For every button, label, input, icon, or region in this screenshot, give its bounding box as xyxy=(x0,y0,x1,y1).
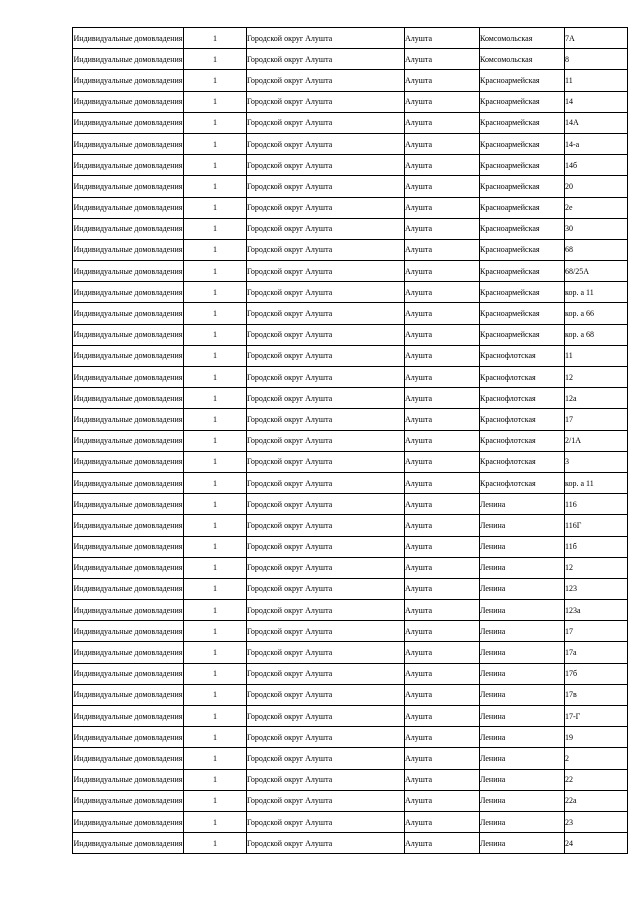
cell-object-type: Индивидуальные домовладения xyxy=(73,790,184,811)
cell-district: Городской округ Алушта xyxy=(247,197,405,218)
table-row xyxy=(73,515,628,536)
cell-object-type: Индивидуальные домовладения xyxy=(73,388,184,409)
cell-city: Алушта xyxy=(405,536,480,557)
cell-house-number: 14А xyxy=(565,112,628,133)
cell-street: Краснофлотская xyxy=(480,345,565,366)
cell-house-number: 2/1А xyxy=(565,430,628,451)
cell-count: 1 xyxy=(184,112,247,133)
cell-district: Городской округ Алушта xyxy=(247,684,405,705)
cell-house-number: 2е xyxy=(565,197,628,218)
cell-city: Алушта xyxy=(405,451,480,472)
cell-city: Алушта xyxy=(405,282,480,303)
cell-count: 1 xyxy=(184,197,247,218)
cell-house-number: кор. а 11 xyxy=(565,472,628,493)
cell-count: 1 xyxy=(184,28,247,49)
cell-house-number: 11б xyxy=(565,536,628,557)
cell-object-type: Индивидуальные домовладения xyxy=(73,684,184,705)
cell-street: Ленина xyxy=(480,811,565,832)
cell-object-type: Индивидуальные домовладения xyxy=(73,303,184,324)
cell-house-number: 123 xyxy=(565,578,628,599)
cell-house-number: 17а xyxy=(565,642,628,663)
cell-street: Краснофлотская xyxy=(480,409,565,430)
cell-count: 1 xyxy=(184,684,247,705)
cell-city: Алушта xyxy=(405,621,480,642)
cell-object-type: Индивидуальные домовладения xyxy=(73,578,184,599)
cell-count: 1 xyxy=(184,472,247,493)
cell-city: Алушта xyxy=(405,494,480,515)
cell-object-type: Индивидуальные домовладения xyxy=(73,112,184,133)
table-row xyxy=(73,642,628,663)
cell-count: 1 xyxy=(184,642,247,663)
cell-district: Городской округ Алушта xyxy=(247,600,405,621)
cell-object-type: Индивидуальные домовладения xyxy=(73,515,184,536)
cell-city: Алушта xyxy=(405,197,480,218)
cell-street: Краснофлотская xyxy=(480,451,565,472)
cell-city: Алушта xyxy=(405,472,480,493)
cell-object-type: Индивидуальные домовладения xyxy=(73,621,184,642)
cell-house-number: 19 xyxy=(565,727,628,748)
cell-street: Красноармейская xyxy=(480,176,565,197)
cell-house-number: кор. а 68 xyxy=(565,324,628,345)
cell-street: Красноармейская xyxy=(480,133,565,154)
cell-object-type: Индивидуальные домовладения xyxy=(73,282,184,303)
cell-district: Городской округ Алушта xyxy=(247,642,405,663)
table-row xyxy=(73,409,628,430)
cell-street: Ленина xyxy=(480,557,565,578)
cell-count: 1 xyxy=(184,345,247,366)
cell-street: Комсомольская xyxy=(480,28,565,49)
cell-house-number: 2 xyxy=(565,748,628,769)
table-row xyxy=(73,600,628,621)
cell-object-type: Индивидуальные домовладения xyxy=(73,472,184,493)
cell-street: Ленина xyxy=(480,790,565,811)
cell-city: Алушта xyxy=(405,642,480,663)
cell-object-type: Индивидуальные домовладения xyxy=(73,261,184,282)
cell-house-number: 14-а xyxy=(565,133,628,154)
cell-object-type: Индивидуальные домовладения xyxy=(73,451,184,472)
cell-count: 1 xyxy=(184,663,247,684)
cell-city: Алушта xyxy=(405,345,480,366)
table-row xyxy=(73,91,628,112)
cell-object-type: Индивидуальные домовладения xyxy=(73,536,184,557)
cell-street: Красноармейская xyxy=(480,91,565,112)
cell-object-type: Индивидуальные домовладения xyxy=(73,345,184,366)
cell-city: Алушта xyxy=(405,727,480,748)
cell-district: Городской округ Алушта xyxy=(247,345,405,366)
cell-object-type: Индивидуальные домовладения xyxy=(73,239,184,260)
cell-street: Красноармейская xyxy=(480,282,565,303)
cell-district: Городской округ Алушта xyxy=(247,472,405,493)
cell-city: Алушта xyxy=(405,769,480,790)
cell-house-number: 14 xyxy=(565,91,628,112)
cell-district: Городской округ Алушта xyxy=(247,515,405,536)
cell-object-type: Индивидуальные домовладения xyxy=(73,706,184,727)
cell-district: Городской округ Алушта xyxy=(247,28,405,49)
cell-street: Ленина xyxy=(480,578,565,599)
table-row xyxy=(73,28,628,49)
cell-object-type: Индивидуальные домовладения xyxy=(73,430,184,451)
cell-city: Алушта xyxy=(405,112,480,133)
cell-object-type: Индивидуальные домовладения xyxy=(73,49,184,70)
table-row xyxy=(73,388,628,409)
cell-street: Ленина xyxy=(480,727,565,748)
cell-house-number: 123а xyxy=(565,600,628,621)
cell-district: Городской округ Алушта xyxy=(247,282,405,303)
table-row xyxy=(73,578,628,599)
cell-count: 1 xyxy=(184,324,247,345)
cell-count: 1 xyxy=(184,494,247,515)
cell-district: Городской округ Алушта xyxy=(247,155,405,176)
table-row xyxy=(73,430,628,451)
cell-object-type: Индивидуальные домовладения xyxy=(73,663,184,684)
cell-house-number: 12 xyxy=(565,557,628,578)
cell-district: Городской округ Алушта xyxy=(247,769,405,790)
cell-object-type: Индивидуальные домовладения xyxy=(73,91,184,112)
cell-city: Алушта xyxy=(405,324,480,345)
table-row xyxy=(73,790,628,811)
cell-street: Ленина xyxy=(480,536,565,557)
cell-count: 1 xyxy=(184,790,247,811)
cell-district: Городской округ Алушта xyxy=(247,112,405,133)
cell-count: 1 xyxy=(184,706,247,727)
cell-street: Ленина xyxy=(480,663,565,684)
cell-district: Городской округ Алушта xyxy=(247,578,405,599)
cell-city: Алушта xyxy=(405,155,480,176)
cell-street: Ленина xyxy=(480,600,565,621)
cell-house-number: 14б xyxy=(565,155,628,176)
table-row xyxy=(73,684,628,705)
cell-street: Ленина xyxy=(480,684,565,705)
cell-street: Краснофлотская xyxy=(480,472,565,493)
cell-count: 1 xyxy=(184,70,247,91)
cell-district: Городской округ Алушта xyxy=(247,49,405,70)
cell-house-number: кор. а 11 xyxy=(565,282,628,303)
cell-object-type: Индивидуальные домовладения xyxy=(73,833,184,854)
cell-count: 1 xyxy=(184,578,247,599)
cell-count: 1 xyxy=(184,769,247,790)
table-row xyxy=(73,155,628,176)
cell-count: 1 xyxy=(184,176,247,197)
cell-house-number: 116Г xyxy=(565,515,628,536)
table-row xyxy=(73,663,628,684)
cell-district: Городской округ Алушта xyxy=(247,833,405,854)
cell-district: Городской округ Алушта xyxy=(247,663,405,684)
table-row xyxy=(73,748,628,769)
cell-house-number: 7А xyxy=(565,28,628,49)
cell-count: 1 xyxy=(184,727,247,748)
cell-district: Городской округ Алушта xyxy=(247,324,405,345)
cell-city: Алушта xyxy=(405,557,480,578)
cell-district: Городской округ Алушта xyxy=(247,430,405,451)
cell-district: Городской округ Алушта xyxy=(247,811,405,832)
cell-house-number: 8 xyxy=(565,49,628,70)
table-row xyxy=(73,769,628,790)
cell-street: Ленина xyxy=(480,642,565,663)
cell-district: Городской округ Алушта xyxy=(247,91,405,112)
cell-district: Городской округ Алушта xyxy=(247,367,405,388)
table-row xyxy=(73,811,628,832)
table-row xyxy=(73,218,628,239)
cell-house-number: 17 xyxy=(565,621,628,642)
cell-count: 1 xyxy=(184,451,247,472)
address-table xyxy=(72,27,628,854)
cell-count: 1 xyxy=(184,133,247,154)
cell-object-type: Индивидуальные домовладения xyxy=(73,727,184,748)
cell-street: Ленина xyxy=(480,706,565,727)
cell-object-type: Индивидуальные домовладения xyxy=(73,155,184,176)
cell-city: Алушта xyxy=(405,748,480,769)
cell-house-number: 12а xyxy=(565,388,628,409)
cell-district: Городской округ Алушта xyxy=(247,388,405,409)
cell-street: Комсомольская xyxy=(480,49,565,70)
cell-count: 1 xyxy=(184,600,247,621)
cell-street: Ленина xyxy=(480,621,565,642)
cell-district: Городской округ Алушта xyxy=(247,727,405,748)
cell-city: Алушта xyxy=(405,303,480,324)
cell-count: 1 xyxy=(184,303,247,324)
cell-city: Алушта xyxy=(405,261,480,282)
cell-district: Городской округ Алушта xyxy=(247,261,405,282)
cell-district: Городской округ Алушта xyxy=(247,748,405,769)
cell-district: Городской округ Алушта xyxy=(247,451,405,472)
cell-city: Алушта xyxy=(405,833,480,854)
cell-city: Алушта xyxy=(405,409,480,430)
cell-street: Красноармейская xyxy=(480,324,565,345)
cell-object-type: Индивидуальные домовладения xyxy=(73,409,184,430)
cell-object-type: Индивидуальные домовладения xyxy=(73,642,184,663)
cell-city: Алушта xyxy=(405,28,480,49)
cell-street: Красноармейская xyxy=(480,70,565,91)
cell-city: Алушта xyxy=(405,600,480,621)
cell-city: Алушта xyxy=(405,663,480,684)
cell-count: 1 xyxy=(184,261,247,282)
cell-object-type: Индивидуальные домовладения xyxy=(73,133,184,154)
cell-object-type: Индивидуальные домовладения xyxy=(73,769,184,790)
cell-house-number: 22а xyxy=(565,790,628,811)
table-row xyxy=(73,324,628,345)
cell-count: 1 xyxy=(184,811,247,832)
cell-house-number: 30 xyxy=(565,218,628,239)
cell-count: 1 xyxy=(184,557,247,578)
cell-street: Красноармейская xyxy=(480,261,565,282)
cell-city: Алушта xyxy=(405,811,480,832)
cell-house-number: 3 xyxy=(565,451,628,472)
table-row xyxy=(73,176,628,197)
cell-object-type: Индивидуальные домовладения xyxy=(73,557,184,578)
cell-city: Алушта xyxy=(405,515,480,536)
cell-house-number: 68/25А xyxy=(565,261,628,282)
cell-house-number: 12 xyxy=(565,367,628,388)
cell-house-number: 20 xyxy=(565,176,628,197)
cell-object-type: Индивидуальные домовладения xyxy=(73,28,184,49)
cell-object-type: Индивидуальные домовладения xyxy=(73,600,184,621)
cell-house-number: 11 xyxy=(565,70,628,91)
cell-district: Городской округ Алушта xyxy=(247,706,405,727)
cell-object-type: Индивидуальные домовладения xyxy=(73,811,184,832)
table-row xyxy=(73,472,628,493)
cell-city: Алушта xyxy=(405,218,480,239)
cell-district: Городской округ Алушта xyxy=(247,621,405,642)
table-row xyxy=(73,133,628,154)
cell-count: 1 xyxy=(184,515,247,536)
cell-count: 1 xyxy=(184,91,247,112)
cell-street: Ленина xyxy=(480,833,565,854)
cell-object-type: Индивидуальные домовладения xyxy=(73,367,184,388)
cell-district: Городской округ Алушта xyxy=(247,239,405,260)
cell-count: 1 xyxy=(184,621,247,642)
cell-street: Краснофлотская xyxy=(480,430,565,451)
cell-street: Ленина xyxy=(480,748,565,769)
cell-street: Красноармейская xyxy=(480,303,565,324)
table-row xyxy=(73,536,628,557)
table-row xyxy=(73,303,628,324)
cell-district: Городской округ Алушта xyxy=(247,176,405,197)
cell-count: 1 xyxy=(184,748,247,769)
cell-object-type: Индивидуальные домовладения xyxy=(73,197,184,218)
cell-house-number: кор. а 66 xyxy=(565,303,628,324)
cell-object-type: Индивидуальные домовладения xyxy=(73,494,184,515)
cell-district: Городской округ Алушта xyxy=(247,409,405,430)
cell-city: Алушта xyxy=(405,70,480,91)
cell-count: 1 xyxy=(184,239,247,260)
cell-street: Красноармейская xyxy=(480,197,565,218)
cell-district: Городской округ Алушта xyxy=(247,790,405,811)
cell-count: 1 xyxy=(184,409,247,430)
cell-city: Алушта xyxy=(405,684,480,705)
table-row xyxy=(73,239,628,260)
cell-district: Городской округ Алушта xyxy=(247,133,405,154)
cell-street: Ленина xyxy=(480,494,565,515)
cell-city: Алушта xyxy=(405,367,480,388)
cell-object-type: Индивидуальные домовладения xyxy=(73,176,184,197)
table-row xyxy=(73,706,628,727)
cell-district: Городской округ Алушта xyxy=(247,218,405,239)
cell-city: Алушта xyxy=(405,176,480,197)
cell-house-number: 17-Г xyxy=(565,706,628,727)
cell-district: Городской округ Алушта xyxy=(247,494,405,515)
cell-city: Алушта xyxy=(405,239,480,260)
cell-house-number: 68 xyxy=(565,239,628,260)
table-row xyxy=(73,494,628,515)
cell-street: Ленина xyxy=(480,769,565,790)
table-row xyxy=(73,833,628,854)
table-row xyxy=(73,197,628,218)
cell-object-type: Индивидуальные домовладения xyxy=(73,748,184,769)
cell-object-type: Индивидуальные домовладения xyxy=(73,324,184,345)
table-row xyxy=(73,367,628,388)
cell-house-number: 11 xyxy=(565,345,628,366)
cell-city: Алушта xyxy=(405,578,480,599)
cell-count: 1 xyxy=(184,833,247,854)
cell-district: Городской округ Алушта xyxy=(247,536,405,557)
cell-district: Городской округ Алушта xyxy=(247,303,405,324)
cell-district: Городской округ Алушта xyxy=(247,557,405,578)
cell-street: Краснофлотская xyxy=(480,367,565,388)
cell-house-number: 17 xyxy=(565,409,628,430)
cell-object-type: Индивидуальные домовладения xyxy=(73,218,184,239)
cell-count: 1 xyxy=(184,388,247,409)
table-row xyxy=(73,49,628,70)
cell-street: Ленина xyxy=(480,515,565,536)
table-body xyxy=(73,28,628,854)
cell-count: 1 xyxy=(184,430,247,451)
cell-object-type: Индивидуальные домовладения xyxy=(73,70,184,91)
table-row xyxy=(73,451,628,472)
cell-city: Алушта xyxy=(405,790,480,811)
cell-house-number: 17в xyxy=(565,684,628,705)
cell-city: Алушта xyxy=(405,91,480,112)
cell-street: Красноармейская xyxy=(480,239,565,260)
cell-city: Алушта xyxy=(405,388,480,409)
cell-count: 1 xyxy=(184,49,247,70)
table-row xyxy=(73,282,628,303)
cell-street: Красноармейская xyxy=(480,218,565,239)
cell-house-number: 23 xyxy=(565,811,628,832)
cell-district: Городской округ Алушта xyxy=(247,70,405,91)
cell-house-number: 22 xyxy=(565,769,628,790)
table-row xyxy=(73,70,628,91)
cell-house-number: 116 xyxy=(565,494,628,515)
table-row xyxy=(73,345,628,366)
cell-count: 1 xyxy=(184,282,247,303)
cell-street: Красноармейская xyxy=(480,155,565,176)
cell-street: Краснофлотская xyxy=(480,388,565,409)
cell-count: 1 xyxy=(184,536,247,557)
table-row xyxy=(73,621,628,642)
cell-city: Алушта xyxy=(405,49,480,70)
table-row xyxy=(73,557,628,578)
cell-street: Красноармейская xyxy=(480,112,565,133)
cell-house-number: 17б xyxy=(565,663,628,684)
cell-count: 1 xyxy=(184,218,247,239)
table-row xyxy=(73,112,628,133)
cell-house-number: 24 xyxy=(565,833,628,854)
cell-count: 1 xyxy=(184,367,247,388)
table-row xyxy=(73,727,628,748)
cell-city: Алушта xyxy=(405,706,480,727)
cell-city: Алушта xyxy=(405,430,480,451)
cell-city: Алушта xyxy=(405,133,480,154)
table-row xyxy=(73,261,628,282)
cell-count: 1 xyxy=(184,155,247,176)
